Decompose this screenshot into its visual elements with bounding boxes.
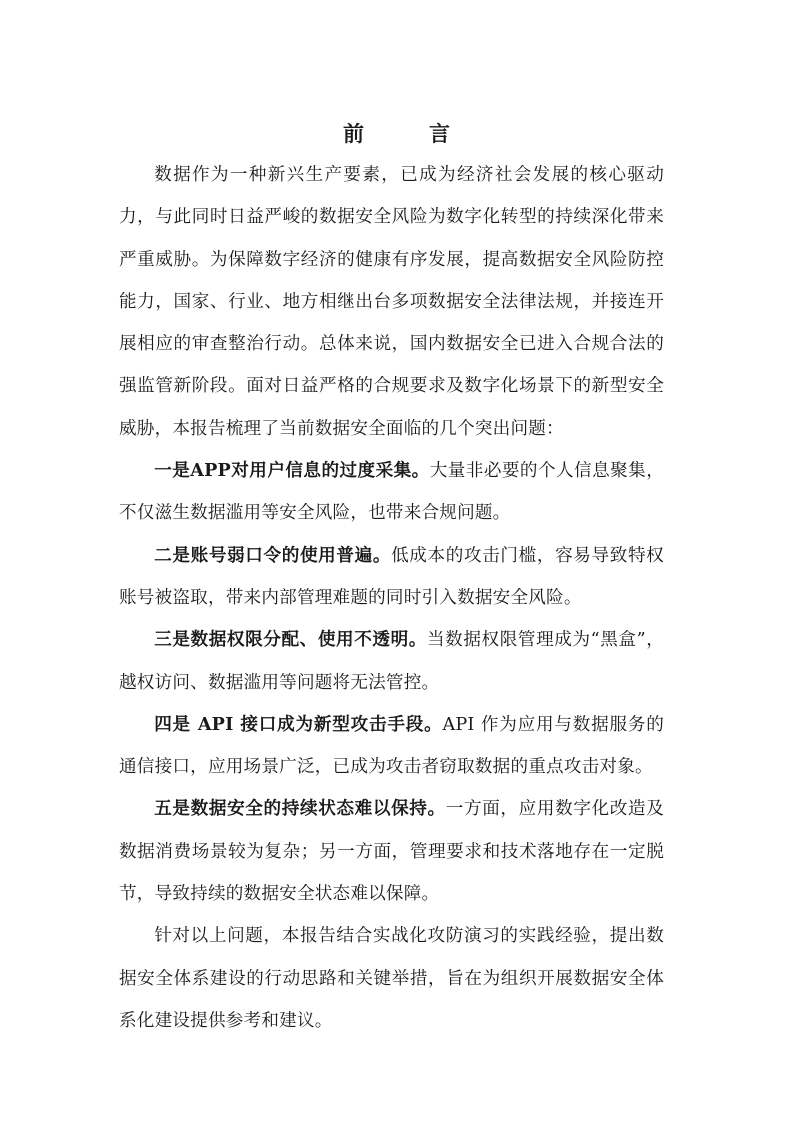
issue-paragraph-5 [119,788,664,915]
issue-text-5: 一方面，应用数字化改造及数据消费场景较为复杂；另一方面，管理要求和技术落地存在一定脱节，导致持续的数据安全状态难以保障。 [119,799,665,905]
issue-paragraph-1 [119,450,664,535]
issue-heading-4: 四是 API 接口成为新型攻击手段。 [154,713,443,735]
issue-text-2: 低成本的攻击门槛，容易导致特权账号被盗取，带来内部管理难题的同时引入数据安全风险。 [119,545,664,608]
issue-heading-5: 五是数据安全的持续状态难以保持。 [154,798,446,820]
issue-text-1: 大量非必要的个人信息聚集，不仅滋生数据滥用等安全风险，也带来合规问题。 [119,461,665,524]
issue-text-3: 当数据权限管理成为“黑盒”，越权访问、数据滥用等问题将无法管控。 [119,630,664,693]
conclusion-paragraph: 针对以上问题，本报告结合实战化攻防演习的实践经验，提出数据安全体系建设的行动思路和关键举措，旨在为组织开展数据安全体系化建设提供参考和建议。 [119,926,664,1031]
issue-text-4: API 作为应用与数据服务的通信接口，应用场景广泛，已成为攻击者窃取数据的重点攻击对象。 [119,714,664,778]
issue-paragraph-3 [119,619,664,704]
intro-paragraph: 数据作为一种新兴生产要素，已成为经济社会发展的核心驱动力，与此同时日益严峻的数据安全风险为数字化转型的持续深化带来严重威胁。为保障数字经济的健康有序发展，提高数据安全风险防控能力，国家、行业、地方相继出台多项数据安全法律法规，并接连开展相应的审查整治行动。总体来说，国内数据安全已进入合规合法的强监管新阶段。面对日益严格的合规要求及数字化场景下的新型安全威胁，本报告梳理了当前数据安全面临的几个突出问题： [119,165,664,439]
issue-heading-3: 三是数据权限分配、使用不透明。 [154,629,427,651]
issue-paragraph-2 [119,535,664,620]
document-body [119,154,664,1042]
issue-paragraph-4 [119,704,664,789]
page-title: 前 言 [343,121,472,146]
issue-heading-1: 一是APP对用户信息的过度采集。 [154,460,430,482]
issue-heading-2: 二是账号弱口令的使用普遍。 [154,544,392,566]
